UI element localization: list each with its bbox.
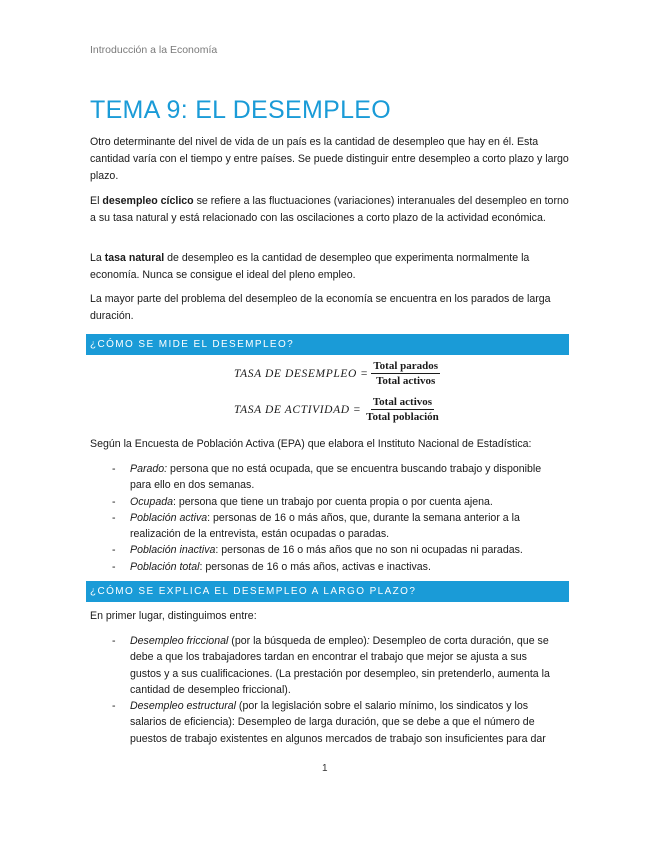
equals-sign: =	[353, 403, 361, 416]
running-header: Introducción a la Economía	[90, 44, 218, 56]
numerator: Total activos	[372, 396, 433, 408]
list-item: - Parado: persona que no está ocupada, que se encuentra buscando trabajo y disponible para ello en dos semanas.	[112, 463, 542, 492]
long-term-paragraph: La mayor parte del problema del desempleo de la economía se encuentra en los parados de larga duración.	[90, 293, 551, 322]
list-item: - Población inactiva: personas de 16 o más años que no son ni ocupadas ni paradas.	[112, 544, 523, 557]
denominator: Total población	[366, 411, 439, 423]
section-heading-explain: ¿CÓMO SE EXPLICA EL DESEMPLEO A LARGO PLAZO?	[86, 581, 569, 602]
list-item: - Desempleo friccional (por la búsqueda de empleo): Desempleo de corta duración, que se debe a que los trabajadores tardan en encontrar el trabajo que mejor se ajusta a sus gustos y a sus cualificaciones. (La prestación por desempleo, sin pretenderlo, aumenta la cantidad de desempleo friccional).	[112, 635, 550, 696]
intro-paragraph: Otro determinante del nivel de vida de un país es la cantidad de desempleo que hay en él. Esta cantidad varía con el tiempo y entre países. Se puede distinguir entre desempleo a corto plazo y largo plazo.	[90, 136, 569, 182]
cyclical-unemployment-paragraph: El desempleo cíclico se refiere a las fluctuaciones (variaciones) interanuales del desempleo en torno a su tasa natural y está relacionado con las oscilaciones a corto plazo de la actividad económica.	[90, 195, 569, 224]
fraction	[364, 396, 441, 423]
fraction	[371, 360, 440, 387]
list-item: - Población total: personas de 16 o más años, activas e inactivas.	[112, 560, 431, 573]
page-title: TEMA 9: EL DESEMPLEO	[90, 96, 392, 124]
equals-sign: =	[360, 367, 368, 380]
unemployment-types-list	[90, 633, 560, 747]
unemployment-rate-formula	[234, 360, 440, 387]
epa-lead-paragraph: Según la Encuesta de Población Activa (EPA) que elabora el Instituto Nacional de Estadística:	[90, 438, 532, 450]
formula-lhs: TASA DE DESEMPLEO	[234, 367, 357, 380]
section-heading-measure: ¿CÓMO SE MIDE EL DESEMPLEO?	[86, 334, 569, 355]
formula-lhs: TASA DE ACTIVIDAD	[234, 403, 350, 416]
definitions-list	[90, 461, 560, 575]
bold-term: tasa natural	[104, 252, 165, 264]
section2-lead-paragraph: En primer lugar, distinguimos entre:	[90, 610, 257, 622]
numerator: Total parados	[373, 360, 439, 372]
list-item: - Desempleo estructural (por la legislación sobre el salario mínimo, los sindicatos y los salarios de eficiencia): Desempleo de larga duración, que se debe a que el número de puestos de trabajo existentes en algunos mercados de trabajo son insuficientes para dar	[112, 700, 546, 745]
bold-term: desempleo cíclico	[102, 195, 194, 207]
page-number: 1	[322, 763, 328, 774]
list-item: - Ocupada: persona que tiene un trabajo por cuenta propia o por cuenta ajena.	[112, 495, 493, 508]
activity-rate-formula	[234, 396, 441, 423]
denominator: Total activos	[376, 375, 436, 387]
natural-rate-paragraph: La tasa natural de desempleo es la cantidad de desempleo que experimenta normalmente la economía. Nunca se consigue el ideal del pleno empleo.	[90, 252, 530, 281]
list-item: - Población activa: personas de 16 o más años, que, durante la semana anterior a la realización de la entrevista, están ocupadas o paradas.	[112, 511, 520, 541]
